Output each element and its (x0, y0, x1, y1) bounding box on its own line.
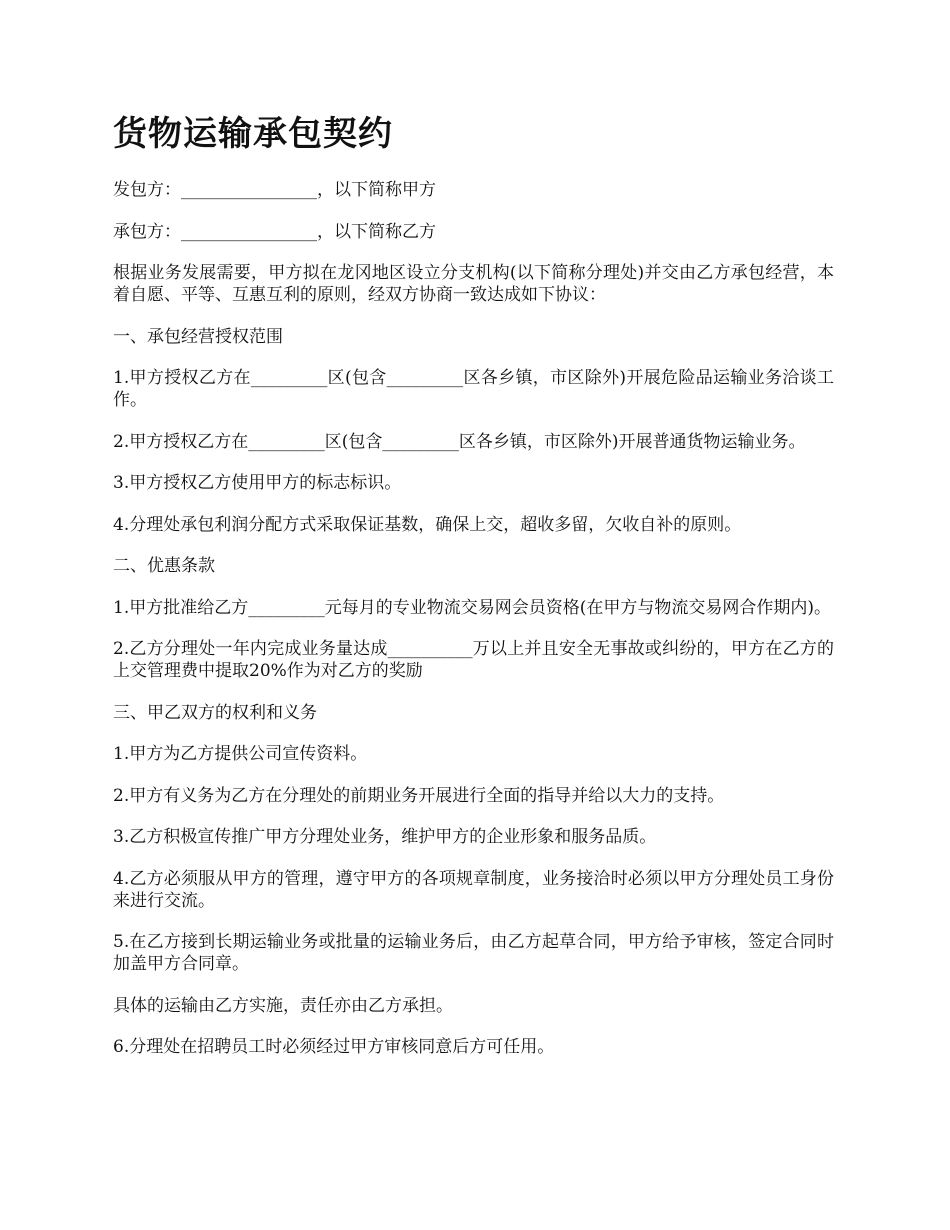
clause-paragraph: 5.在乙方接到长期运输业务或批量的运输业务后，由乙方起草合同，甲方给予审核，签定合同时加盖甲方合同章。 (113, 932, 834, 974)
clause-paragraph: 2.甲方授权乙方在_________区(包含_________区各乡镇，市区除外)开展普通货物运输业务。 (113, 431, 806, 452)
clause-paragraph: 3.乙方积极宣传推广甲方分理处业务，维护甲方的企业形象和服务品质。 (113, 827, 657, 847)
section-heading-scope: 一、承包经营授权范围 (113, 326, 283, 347)
clause-paragraph: 4.分理处承包利润分配方式采取保证基数，确保上交，超收多留，欠收自补的原则。 (113, 514, 742, 535)
party-b-line: 承包方：________________，以下简称乙方 (113, 221, 436, 242)
clause-paragraph: 1.甲方授权乙方在_________区(包含_________区各乡镇，市区除外)开展危险品运输业务洽谈工作。 (113, 368, 834, 410)
clause-paragraph: 1.甲方为乙方提供公司宣传资料。 (113, 744, 368, 764)
party-a-line: 发包方：________________，以下简称甲方 (113, 180, 436, 200)
document-title: 货物运输承包契约 (113, 114, 393, 154)
clause-paragraph: 1.甲方批准给乙方_________元每月的专业物流交易网会员资格(在甲方与物流交易网合作期内)。 (113, 597, 831, 618)
section-heading-benefits: 二、优惠条款 (113, 556, 215, 576)
clause-paragraph: 6.分理处在招聘员工时必须经过甲方审核同意后方可任用。 (113, 1037, 555, 1057)
section-heading-rights-obligations: 三、甲乙双方的权利和义务 (113, 702, 317, 723)
clause-paragraph: 3.甲方授权乙方使用甲方的标志标识。 (113, 473, 402, 493)
clause-paragraph: 2.乙方分理处一年内完成业务量达成__________万以上并且安全无事故或纠纷的，甲方在乙方的上交管理费中提取20%作为对乙方的奖励 (113, 639, 834, 681)
clause-paragraph: 2.甲方有义务为乙方在分理处的前期业务开展进行全面的指导并给以大力的支持。 (113, 785, 725, 806)
preamble-paragraph: 根据业务发展需要，甲方拟在龙冈地区设立分支机构(以下简称分理处)并交由乙方承包经营，本着自愿、平等、互惠互利的原则，经双方协商一致达成如下协议： (113, 263, 834, 305)
clause-paragraph: 具体的运输由乙方实施，责任亦由乙方承担。 (113, 995, 453, 1016)
clause-paragraph: 4.乙方必须服从甲方的管理，遵守甲方的各项规章制度，业务接洽时必须以甲方分理处员工身份来进行交流。 (113, 868, 834, 911)
